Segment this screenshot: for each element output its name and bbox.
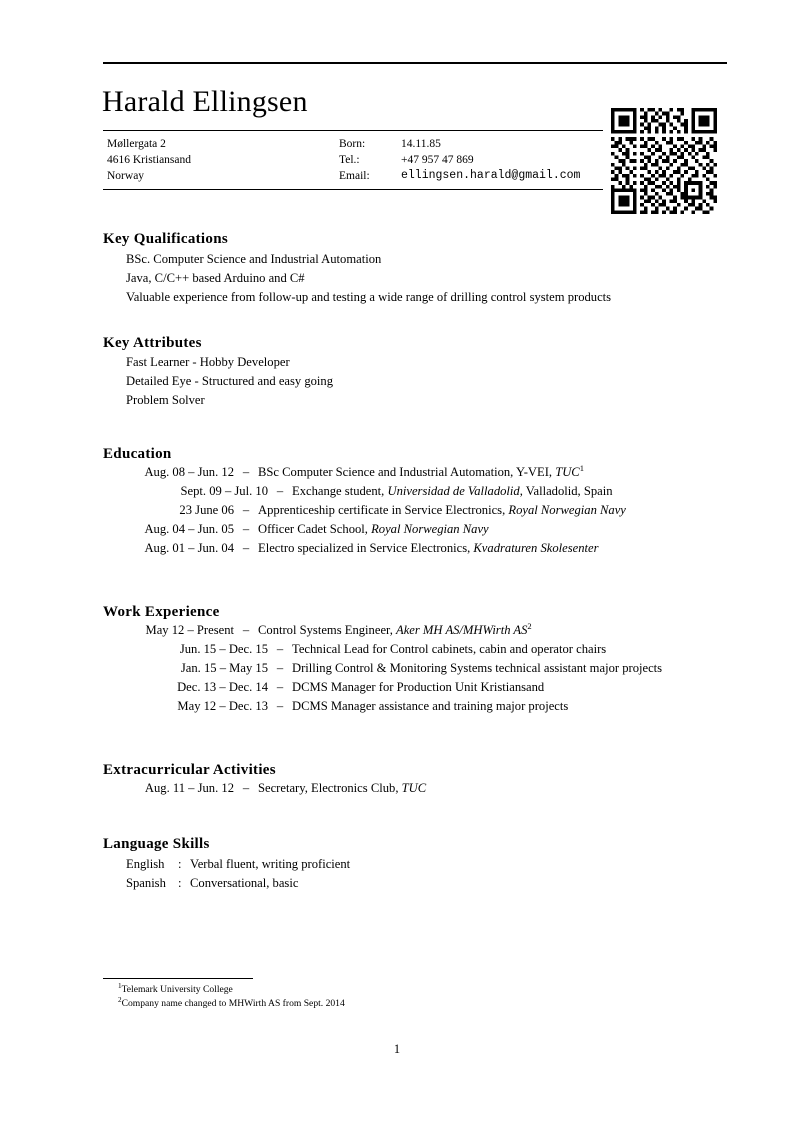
entry-row-sub <box>103 640 793 659</box>
language-level: Verbal fluent, writing proficient <box>190 857 351 871</box>
tel-label: Tel.: <box>339 154 360 166</box>
entry-dash: – <box>242 623 250 637</box>
address-line-3: Norway <box>107 170 145 182</box>
entry-dash: – <box>276 680 284 694</box>
entry-date: Dec. 13 – Dec. 14 <box>177 680 268 694</box>
entry-row <box>103 779 793 798</box>
table-row <box>103 168 603 189</box>
section-title-key-attributes: Key Attributes <box>103 335 202 351</box>
entry-row <box>103 621 793 640</box>
address-line-2: 4616 Kristiansand <box>107 154 192 166</box>
born-value: 14.11.85 <box>401 138 441 150</box>
section-title-work-experience: Work Experience <box>103 604 220 620</box>
contact-bottom-rule <box>103 189 603 190</box>
language-separator: : <box>178 876 182 890</box>
entry-row <box>103 520 793 539</box>
address-line-1: Møllergata 2 <box>107 138 166 150</box>
key-qualifications-list <box>126 250 611 307</box>
entry-date: May 12 – Dec. 13 <box>177 699 268 713</box>
table-row <box>103 131 603 152</box>
entry-description: Technical Lead for Control cabinets, cabin and operator chairs <box>292 642 607 656</box>
entry-date: Aug. 01 – Jun. 04 <box>144 541 234 555</box>
entry-description: Electro specialized in Service Electronics, Kvadraturen Skolesenter <box>258 541 599 555</box>
entry-row <box>103 539 793 558</box>
entry-date: Jun. 15 – Dec. 15 <box>179 642 268 656</box>
entry-row-sub <box>103 678 793 697</box>
tel-value: +47 957 47 869 <box>401 154 474 166</box>
entry-date: Sept. 09 – Jul. 10 <box>180 484 268 498</box>
entry-description: Apprenticeship certificate in Service Electronics, Royal Norwegian Navy <box>258 503 626 517</box>
entry-row-sub <box>103 482 793 501</box>
entry-date: May 12 – Present <box>145 623 234 637</box>
key-attributes-list <box>126 353 333 410</box>
entry-dash: – <box>242 522 250 536</box>
section-title-extracurricular: Extracurricular Activities <box>103 762 276 778</box>
entry-organisation: Kvadraturen Skolesenter <box>473 541 599 555</box>
page-title: Harald Ellingsen <box>102 85 308 118</box>
entry-organisation: Royal Norwegian Navy <box>371 522 489 536</box>
language-level: Conversational, basic <box>190 876 299 890</box>
contact-table <box>103 131 603 189</box>
entry-organisation: Universidad de Valladolid <box>387 484 520 498</box>
entry-row-sub <box>103 697 793 716</box>
entry-organisation: TUC <box>555 465 580 479</box>
entry-description: Officer Cadet School, Royal Norwegian Navy <box>258 522 489 536</box>
language-skills-rows <box>126 855 350 893</box>
entry-dash: – <box>276 661 284 675</box>
list-item: Detailed Eye - Structured and easy going <box>126 374 334 388</box>
entry-date: Aug. 04 – Jun. 05 <box>144 522 234 536</box>
entry-row <box>103 501 793 520</box>
education-entries <box>103 463 793 558</box>
entry-description: Secretary, Electronics Club, TUC <box>258 781 427 795</box>
entry-organisation: TUC <box>401 781 427 795</box>
footnotes <box>118 983 345 1011</box>
entry-date: Aug. 08 – Jun. 12 <box>144 465 234 479</box>
entry-description: Exchange student, Universidad de Valladolid, Valladolid, Spain <box>292 484 613 498</box>
list-item: BSc. Computer Science and Industrial Automation <box>126 252 382 266</box>
entry-date: Jan. 15 – May 15 <box>180 661 268 675</box>
entry-description: DCMS Manager for Production Unit Kristiansand <box>292 680 545 694</box>
language-name: Spanish <box>126 876 166 890</box>
footnote-item: $^1$Telemark University College <box>118 981 233 995</box>
list-item: Problem Solver <box>126 393 205 407</box>
email-value[interactable]: ellingsen.harald@gmail.com <box>401 169 581 182</box>
entry-row-sub <box>103 659 793 678</box>
section-title-key-qualifications: Key Qualifications <box>103 231 228 247</box>
entry-description: Drilling Control & Monitoring Systems technical assistant major projects <box>292 661 663 675</box>
language-separator: : <box>178 857 182 871</box>
entry-dash: – <box>242 503 250 517</box>
work-experience-entries <box>103 621 793 716</box>
list-item: Valuable experience from follow-up and testing a wide range of drilling control system products <box>126 290 612 304</box>
footnote-marker: 1 <box>118 981 122 990</box>
born-label: Born: <box>339 138 366 150</box>
footnote-item: $^2$Company name changed to MHWirth AS from Sept. 2014 <box>118 995 345 1009</box>
entry-organisation: Aker MH AS/MHWirth AS <box>396 623 528 637</box>
table-row <box>103 152 603 168</box>
section-title-education: Education <box>103 446 172 462</box>
footnote-marker: 2 <box>118 995 122 1004</box>
entry-date: 23 June 06 <box>179 503 234 517</box>
section-title-language-skills: Language Skills <box>103 836 210 852</box>
entry-description: Control Systems Engineer, Aker MH AS/MHWirth $AS^2$ <box>258 620 532 637</box>
page-number: 1 <box>393 1042 401 1056</box>
language-row <box>126 855 350 874</box>
footnote-marker[interactable]: 2 <box>527 620 532 631</box>
language-name: English <box>126 857 165 871</box>
qr-code-icon <box>611 108 717 214</box>
list-item: Java, C/C++ based Arduino and C# <box>126 271 305 285</box>
footnote-separator-rule <box>103 978 253 979</box>
entry-dash: – <box>242 781 250 795</box>
entry-dash: – <box>242 541 250 555</box>
entry-dash: – <box>242 465 250 479</box>
extracurricular-entries <box>103 779 793 798</box>
entry-description: BSc Computer Science and Industrial Automation, Y-VEI, TUC$^1$ <box>258 462 584 479</box>
language-row <box>126 874 350 893</box>
entry-date: Aug. 11 – Jun. 12 <box>144 781 234 795</box>
entry-dash: – <box>276 642 284 656</box>
entry-dash: – <box>276 484 284 498</box>
list-item: Fast Learner - Hobby Developer <box>126 355 290 369</box>
entry-organisation: Royal Norwegian Navy <box>508 503 626 517</box>
entry-row <box>103 463 793 482</box>
contact-block <box>103 130 603 190</box>
entry-dash: – <box>276 699 284 713</box>
header-top-rule <box>103 62 727 64</box>
email-label: Email: <box>339 170 370 182</box>
entry-description: DCMS Manager assistance and training major projects <box>292 699 569 713</box>
footnote-marker[interactable]: 1 <box>579 462 584 473</box>
